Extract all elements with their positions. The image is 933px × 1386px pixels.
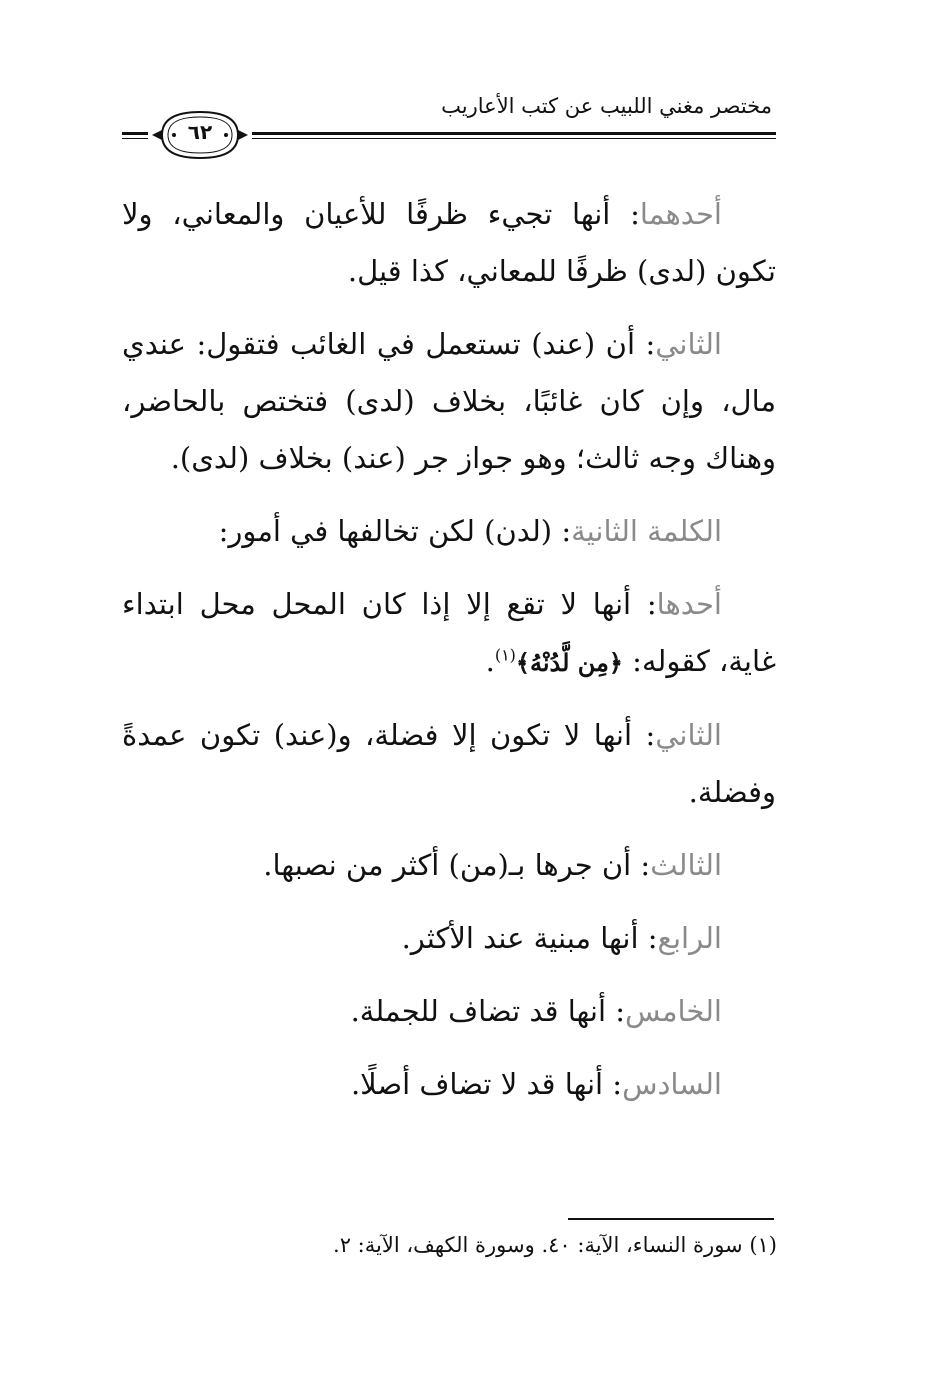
paragraph-label: أحدها: [656, 587, 722, 621]
paragraph-text: : أن (عند) تستعمل في الغائب فتقول: عندي مال، وإن كان غائبًا، بخلاف (لدى) فتختص بالحاضر، وهناك وجه ثالث؛ وهو جواز جر (عند) بخلاف (لدى).: [122, 327, 776, 475]
paragraph-text: : أنها تجيء ظرفًا للأعيان والمعاني، ولا تكون (لدى) ظرفًا للمعاني، كذا قيل.: [122, 197, 776, 288]
paragraph: [122, 503, 776, 560]
quran-quote: ﴿مِن لَّدُنْهُ﴾: [515, 648, 623, 677]
page-number-badge: [148, 106, 252, 164]
paragraph-text: : أنها لا تقع إلا إذا كان المحل محل ابتداء غاية، كقوله:: [122, 587, 776, 678]
paragraph: [122, 910, 776, 967]
footnote-separator: [568, 1218, 774, 1220]
paragraph-label: السادس: [622, 1067, 722, 1101]
header-rule-left-thin: [122, 138, 148, 139]
paragraph-end: .: [485, 644, 495, 678]
header-rule-left-thick: [122, 132, 148, 135]
page-header: [122, 92, 776, 162]
paragraph-text: : (لدن) لكن تخالفها في أمور:: [218, 514, 572, 548]
page-number: ٦٢: [187, 120, 213, 144]
main-text: [122, 186, 776, 1129]
paragraph: [122, 707, 776, 821]
paragraph: [122, 837, 776, 894]
paragraph-text: : أنها قد لا تضاف أصلًا.: [350, 1067, 623, 1101]
paragraph-text: : أنها لا تكون إلا فضلة، و(عند) تكون عمدةً وفضلة.: [122, 718, 776, 809]
header-rule-thick: [252, 132, 776, 135]
footnote-ref[interactable]: (١): [494, 645, 516, 665]
running-title: مختصر مغني اللبيب عن كتب الأعاريب: [441, 94, 772, 118]
paragraph-label: الكلمة الثانية: [571, 514, 722, 548]
paragraph: [122, 576, 776, 691]
paragraph: [122, 1056, 776, 1113]
paragraph-label: الثاني: [655, 718, 722, 752]
paragraph: [122, 316, 776, 487]
footnote: (١) سورة النساء، الآية: ٤٠. وسورة الكهف، الآية: ٢.: [333, 1233, 777, 1257]
paragraph-label: الثاني: [655, 327, 722, 361]
paragraph-text: : أن جرها بـ(من) أكثر من نصبها.: [263, 848, 651, 882]
paragraph-text: : أنها مبنية عند الأكثر.: [401, 921, 658, 955]
paragraph: [122, 983, 776, 1040]
paragraph-label: أحدهما: [639, 197, 722, 231]
paragraph: [122, 186, 776, 300]
paragraph-text: : أنها قد تضاف للجملة.: [350, 994, 626, 1028]
paragraph-label: الرابع: [657, 921, 722, 955]
paragraph-label: الثالث: [650, 848, 722, 882]
header-rule-thin: [252, 138, 776, 139]
paragraph-label: الخامس: [625, 994, 722, 1028]
